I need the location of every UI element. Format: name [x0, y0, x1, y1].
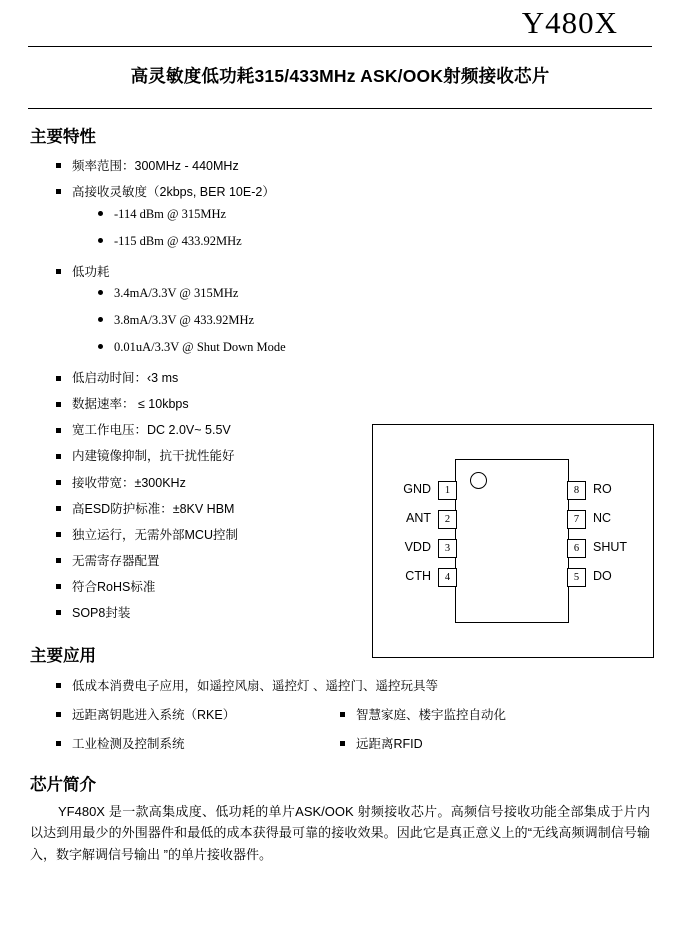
list-item	[54, 574, 368, 600]
pin-number-5: 5	[567, 568, 586, 587]
list-item	[54, 496, 368, 522]
subtitle-divider	[28, 108, 652, 109]
list-item: 工业检测及控制系统	[54, 730, 652, 759]
pin-label-nc: NC	[593, 511, 612, 525]
applications-list-right	[338, 672, 638, 759]
list-item: -114 dBm @ 315MHz	[96, 201, 368, 228]
pin-number-4: 4	[438, 568, 457, 587]
list-item: 0.01uA/3.3V @ Shut Down Mode	[96, 334, 368, 361]
pin-number-7: 7	[567, 510, 586, 529]
section-title-features: 主要特性	[30, 128, 96, 147]
pin-label-gnd: GND	[403, 482, 431, 496]
feature-sublist	[72, 201, 368, 255]
list-item	[54, 470, 368, 496]
chip-package-outline	[455, 459, 569, 623]
pin-number-3: 3	[438, 539, 457, 558]
intro-paragraph: YF480X 是一款高集成度、低功耗的单片ASK/OOK 射频接收芯片。高频信号接收功能全部集成于片内以达到用最少的外围器件和最低的成本获得最可靠的接收效果。因此它是真正意义上的“无线高频调制信号输入，数字解调信号输出 ”的单片接收器件。	[30, 803, 650, 862]
pin-label-shut: SHUT	[593, 540, 628, 554]
list-item: 远距离钥匙进入系统（RKE）	[54, 701, 652, 730]
list-item: 3.4mA/3.3V @ 315MHz	[96, 280, 368, 307]
list-item: 3.8mA/3.3V @ 433.92MHz	[96, 307, 368, 334]
feature-text: 独立运行，无需外部MCU控制	[72, 527, 238, 542]
section-title-intro: 芯片简介	[30, 775, 96, 794]
feature-sublist	[72, 280, 368, 361]
list-item	[54, 522, 368, 548]
feature-text: 高ESD防护标准：±8KV HBM	[72, 501, 235, 516]
list-item: 远距离RFID	[338, 730, 638, 759]
pin-number-8: 8	[567, 481, 586, 500]
feature-text: 接收带宽：±300KHz	[72, 475, 186, 490]
applications-block	[28, 672, 652, 759]
document-subtitle: 高灵敏度低功耗315/433MHz ASK/OOK射频接收芯片	[130, 66, 550, 87]
pin-number-2: 2	[438, 510, 457, 529]
list-item	[54, 418, 368, 444]
feature-text: SOP8封装	[72, 605, 131, 620]
pin-label-ro: RO	[593, 482, 612, 496]
list-item	[54, 366, 368, 392]
chip-pinout-diagram	[372, 424, 654, 658]
list-item	[54, 153, 368, 179]
pin-label-cth: CTH	[405, 569, 431, 583]
list-item	[54, 392, 368, 418]
list-item	[54, 179, 368, 259]
features-list-block	[28, 153, 368, 626]
list-item	[54, 600, 368, 626]
part-number: Y480X	[521, 5, 618, 40]
feature-text: 高接收灵敏度（2kbps, BER 10E-2）	[72, 184, 275, 199]
list-item: 智慧家庭、楼宇监控自动化	[338, 701, 638, 730]
feature-text: 低启动时间：‹3 ms	[72, 371, 179, 386]
feature-text: 频率范围：300MHz - 440MHz	[72, 158, 239, 173]
list-item	[54, 444, 368, 470]
list-item	[54, 259, 368, 366]
feature-text: 数据速率： ≤ 10kbps	[72, 397, 189, 412]
pin-label-ant: ANT	[406, 511, 431, 525]
pin1-marker-icon	[470, 472, 487, 489]
list-item: 低成本消费电子应用，如遥控风扇、遥控灯 、遥控门、遥控玩具等	[54, 672, 652, 701]
pin-label-vdd: VDD	[404, 540, 431, 554]
feature-text: 宽工作电压：DC 2.0V~ 5.5V	[72, 423, 231, 438]
list-item	[54, 548, 368, 574]
list-item: -115 dBm @ 433.92MHz	[96, 228, 368, 255]
feature-text: 低功耗	[72, 264, 110, 279]
features-list	[28, 153, 368, 626]
pin-number-1: 1	[438, 481, 457, 500]
pin-number-6: 6	[567, 539, 586, 558]
feature-text: 内建镜像抑制，抗干扰性能好	[72, 449, 235, 464]
section-title-applications: 主要应用	[30, 647, 96, 666]
applications-right-column	[338, 672, 638, 759]
feature-text: 符合RoHS标准	[72, 579, 156, 594]
pin-label-do: DO	[593, 569, 612, 583]
feature-text: 无需寄存器配置	[72, 553, 160, 568]
